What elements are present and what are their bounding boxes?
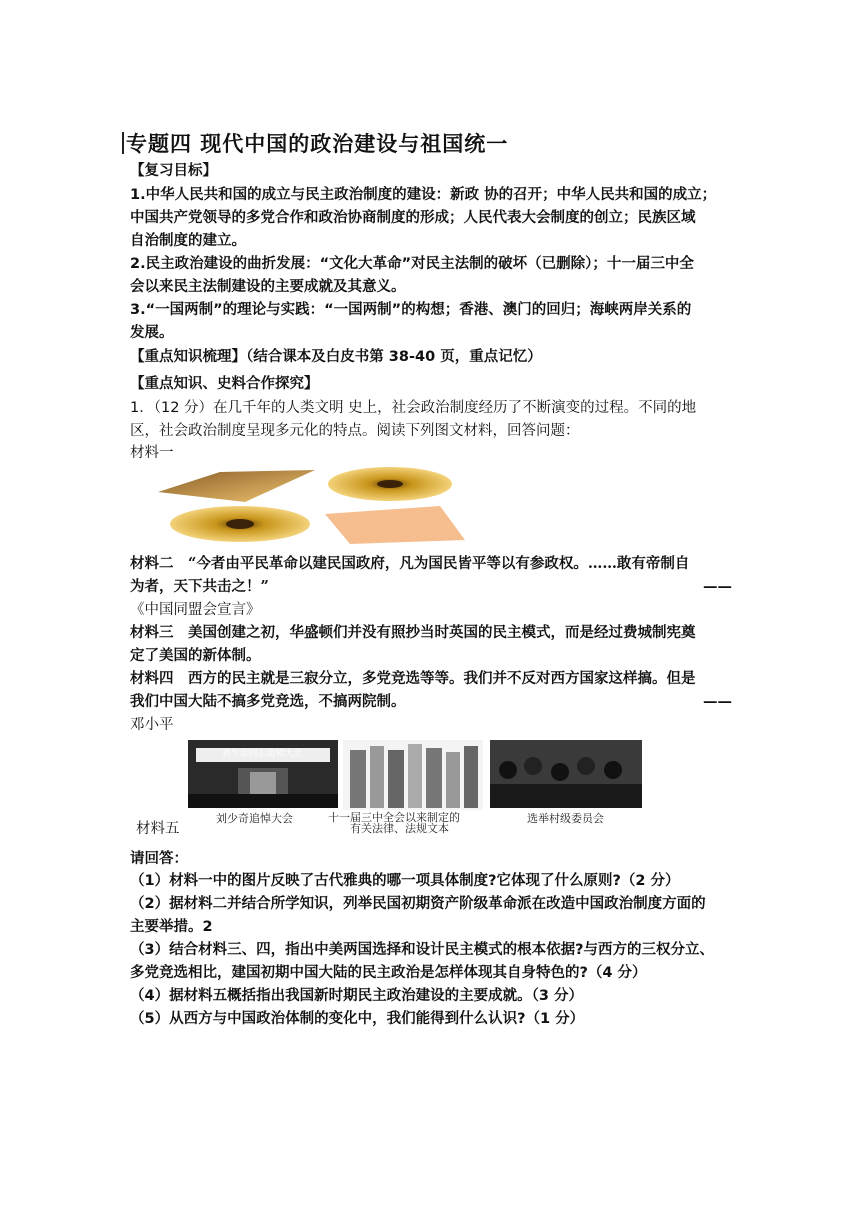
material-2-source: 《中国同盟会宣言》	[130, 602, 261, 618]
question-line: 多党竞选相比，建国初期中国大陆的民主政治是怎样体现其自身特色的?（4 分）	[130, 965, 647, 981]
key-points-heading: 【重点知识梳理】（结合课本及白皮书第 38-40 页，重点记忆）	[130, 349, 542, 365]
material-4-source: 邓小平	[130, 717, 174, 733]
material-3-line: 定了美国的新体制。	[130, 647, 261, 664]
material-4-line: 材料四 西方的民主就是三寂分立，多党竞选等等。我们并不反对西方国家这样搞。但是	[130, 670, 696, 687]
cursor-bar	[122, 132, 124, 154]
dash: ——	[703, 693, 732, 710]
goal-line: 自治制度的建立。	[130, 233, 246, 249]
material-1-label: 材料一	[130, 445, 174, 461]
answer-prompt: 请回答：	[130, 851, 188, 867]
page-title	[122, 128, 508, 158]
photo-caption-2b: 有关法律、法规文本	[350, 822, 449, 835]
goal-line: 2.民主政治建设的曲折发展：“文化大革命”对民主法制的破坏（已删除）；十一届三中全	[130, 256, 694, 272]
material-5-label: 材料五	[136, 821, 180, 837]
goal-line: 中国共产党领导的多党合作和政治协商制度的形成；人民代表大会制度的创立；民族区域	[130, 210, 696, 226]
goal-line: 发展。	[130, 325, 174, 341]
explore-heading: 【重点知识、史料合作探究】	[130, 376, 319, 392]
material-2-quote-end: 为者，天下共击之！”	[130, 578, 269, 595]
question-1-intro: 区，社会政治制度呈现多元化的特点。阅读下列图文材料，回答问题：	[130, 423, 580, 439]
photo-caption-3: 选举村级委员会	[527, 812, 604, 825]
question-line: （5）从西方与中国政治体制的变化中，我们能得到什么认识?（1 分）	[130, 1011, 585, 1027]
page-title-text: 专题四 现代中国的政治建设与祖国统一	[126, 132, 509, 156]
question-line: （3）结合材料三、四，指出中美两国选择和设计民主模式的根本依据?与西方的三权分立、	[130, 942, 714, 958]
goal-line: 1.中华人民共和国的成立与民主政治制度的建设：新政 协的召开；中华人民共和国的成立；	[130, 187, 717, 203]
banner-text: 刘少奇同志追悼大会	[221, 749, 303, 759]
material-2-line	[130, 576, 732, 598]
dash: ——	[703, 578, 732, 595]
question-line: 主要举措。2	[130, 919, 213, 935]
question-line: （4）据材料五概括指出我国新时期民主政治建设的主要成就。（3 分）	[130, 988, 583, 1004]
photo-caption-2: 十一届三中全会以来制定的	[328, 811, 460, 824]
material-4-line	[130, 691, 732, 713]
goal-line: 3.“一国两制”的理论与实践：“一国两制”的构想；香港、澳门的回归；海峡两岸关系的	[130, 302, 692, 318]
photo-caption-1: 刘少奇追悼大会	[216, 812, 293, 825]
material-4-text: 我们中国大陆不搞多党竞选，不搞两院制。	[130, 693, 406, 710]
question-line: （1）材料一中的图片反映了古代雅典的哪一项具体制度?它体现了什么原则?（2 分）	[130, 873, 680, 889]
question-line: （2）据材料二并结合所学知识，列举民国初期资产阶级革命派在改造中国政治制度方面的	[130, 896, 706, 912]
material-3-line: 材料三 美国创建之初，华盛顿们并没有照抄当时英国的民主模式，而是经过费城制宪奠	[130, 624, 696, 641]
goal-line: 会以来民主法制建设的主要成就及其意义。	[130, 279, 406, 295]
question-1-intro: 1．（12 分）在几千年的人类文明 史上，社会政治制度经历了不断演变的过程。不同的地	[130, 400, 697, 416]
review-goal-heading: 【复习目标】	[130, 163, 217, 179]
material-1-image	[150, 462, 470, 546]
material-2-line: 材料二 “今者由平民革命以建民国政府，凡为国民皆平等以有参政权。……敢有帝制自	[130, 555, 690, 572]
